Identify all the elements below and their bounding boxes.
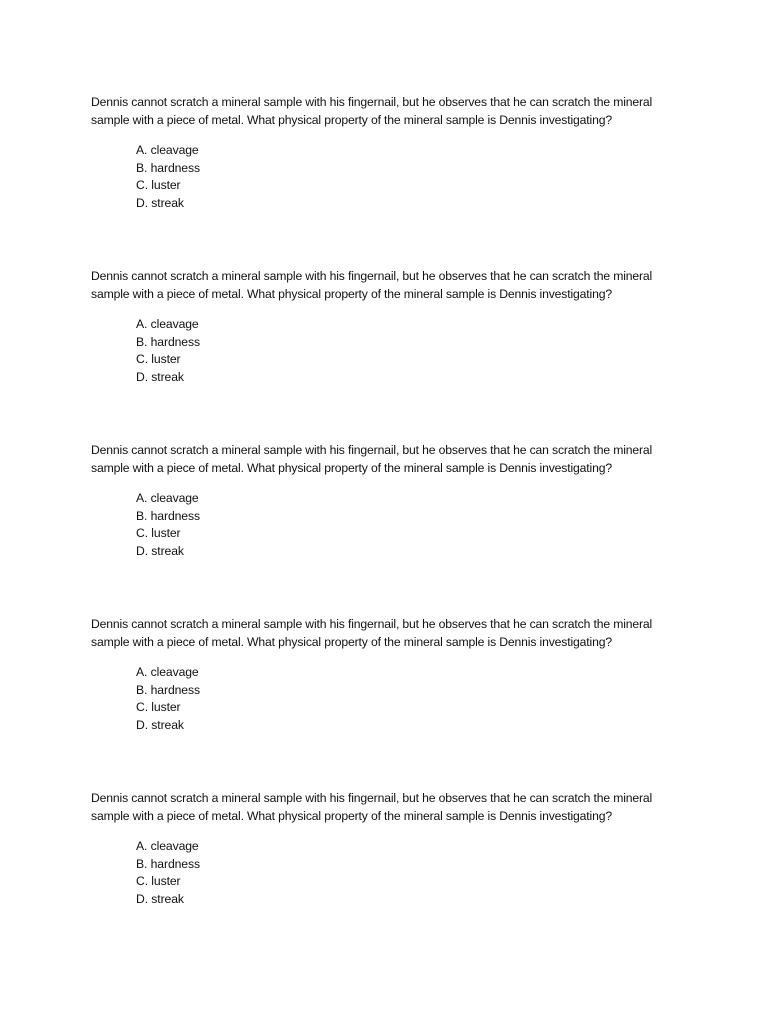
- answer-choices: [91, 142, 661, 212]
- choice-letter: B.: [136, 682, 148, 697]
- choice-letter: C.: [136, 700, 148, 714]
- choice-letter: D.: [136, 543, 148, 558]
- answer-choices: [91, 838, 661, 908]
- choice-a: [136, 316, 661, 334]
- choice-a: [136, 664, 661, 682]
- choice-a: [136, 838, 661, 856]
- choice-letter: C.: [136, 178, 148, 192]
- choice-letter: B.: [136, 334, 148, 349]
- choice-b: [136, 682, 661, 700]
- choice-text: hardness: [150, 334, 200, 349]
- choice-text: hardness: [150, 856, 200, 871]
- choice-a: [136, 142, 661, 160]
- question-block: [91, 615, 661, 734]
- choice-letter: C.: [136, 352, 148, 366]
- question-block: [91, 789, 661, 908]
- choice-d: [136, 543, 661, 561]
- choice-letter: D.: [136, 717, 148, 732]
- question-block: [91, 441, 661, 560]
- choice-c: [136, 699, 661, 717]
- answer-choices: [91, 664, 661, 734]
- choice-text: luster: [151, 352, 181, 366]
- choice-letter: A.: [136, 665, 148, 679]
- choice-a: [136, 490, 661, 508]
- choice-c: [136, 351, 661, 369]
- choice-text: cleavage: [150, 491, 199, 505]
- question-text: Dennis cannot scratch a mineral sample with his fingernail, but he observes that he can scratch the mineral sample with a piece of metal. What physical property of the mineral sample is Dennis investigating?: [91, 443, 653, 475]
- choice-d: [136, 891, 661, 909]
- question-text: Dennis cannot scratch a mineral sample with his fingernail, but he observes that he can scratch the mineral sample with a piece of metal. What physical property of the mineral sample is Dennis investigating?: [91, 617, 653, 649]
- answer-choices: [91, 316, 661, 386]
- choice-letter: A.: [136, 317, 148, 331]
- choice-text: cleavage: [150, 665, 199, 679]
- question-text: Dennis cannot scratch a mineral sample with his fingernail, but he observes that he can scratch the mineral sample with a piece of metal. What physical property of the mineral sample is Dennis investigating?: [91, 791, 653, 823]
- choice-b: [136, 508, 661, 526]
- choice-b: [136, 334, 661, 352]
- choice-d: [136, 369, 661, 387]
- choice-c: [136, 177, 661, 195]
- choice-text: cleavage: [150, 839, 199, 853]
- choice-letter: D.: [136, 891, 148, 906]
- choice-letter: D.: [136, 369, 148, 384]
- choice-text: hardness: [150, 160, 200, 175]
- choice-b: [136, 160, 661, 178]
- choice-letter: A.: [136, 143, 148, 157]
- answer-choices: [91, 490, 661, 560]
- question-text: Dennis cannot scratch a mineral sample with his fingernail, but he observes that he can scratch the mineral sample with a piece of metal. What physical property of the mineral sample is Dennis investigating?: [91, 269, 653, 301]
- choice-letter: C.: [136, 874, 148, 888]
- choice-d: [136, 195, 661, 213]
- choice-d: [136, 717, 661, 735]
- choice-b: [136, 856, 661, 874]
- choice-text: streak: [151, 195, 184, 210]
- question-block: [91, 267, 661, 386]
- choice-text: cleavage: [150, 143, 199, 157]
- choice-text: luster: [151, 874, 181, 888]
- choice-text: hardness: [150, 508, 200, 523]
- choice-text: streak: [151, 891, 184, 906]
- choice-text: luster: [151, 178, 181, 192]
- choice-text: streak: [151, 717, 184, 732]
- question-text: Dennis cannot scratch a mineral sample with his fingernail, but he observes that he can scratch the mineral sample with a piece of metal. What physical property of the mineral sample is Dennis investigating?: [91, 95, 653, 127]
- choice-letter: B.: [136, 856, 148, 871]
- choice-letter: C.: [136, 526, 148, 540]
- choice-text: streak: [151, 369, 184, 384]
- choice-c: [136, 873, 661, 891]
- choice-text: hardness: [150, 682, 200, 697]
- choice-text: luster: [151, 526, 181, 540]
- choice-letter: A.: [136, 839, 148, 853]
- choice-text: luster: [151, 700, 181, 714]
- choice-letter: B.: [136, 508, 148, 523]
- choice-letter: D.: [136, 195, 148, 210]
- question-block: [91, 93, 661, 212]
- choice-letter: B.: [136, 160, 148, 175]
- choice-c: [136, 525, 661, 543]
- choice-text: streak: [151, 543, 184, 558]
- choice-text: cleavage: [150, 317, 199, 331]
- choice-letter: A.: [136, 491, 148, 505]
